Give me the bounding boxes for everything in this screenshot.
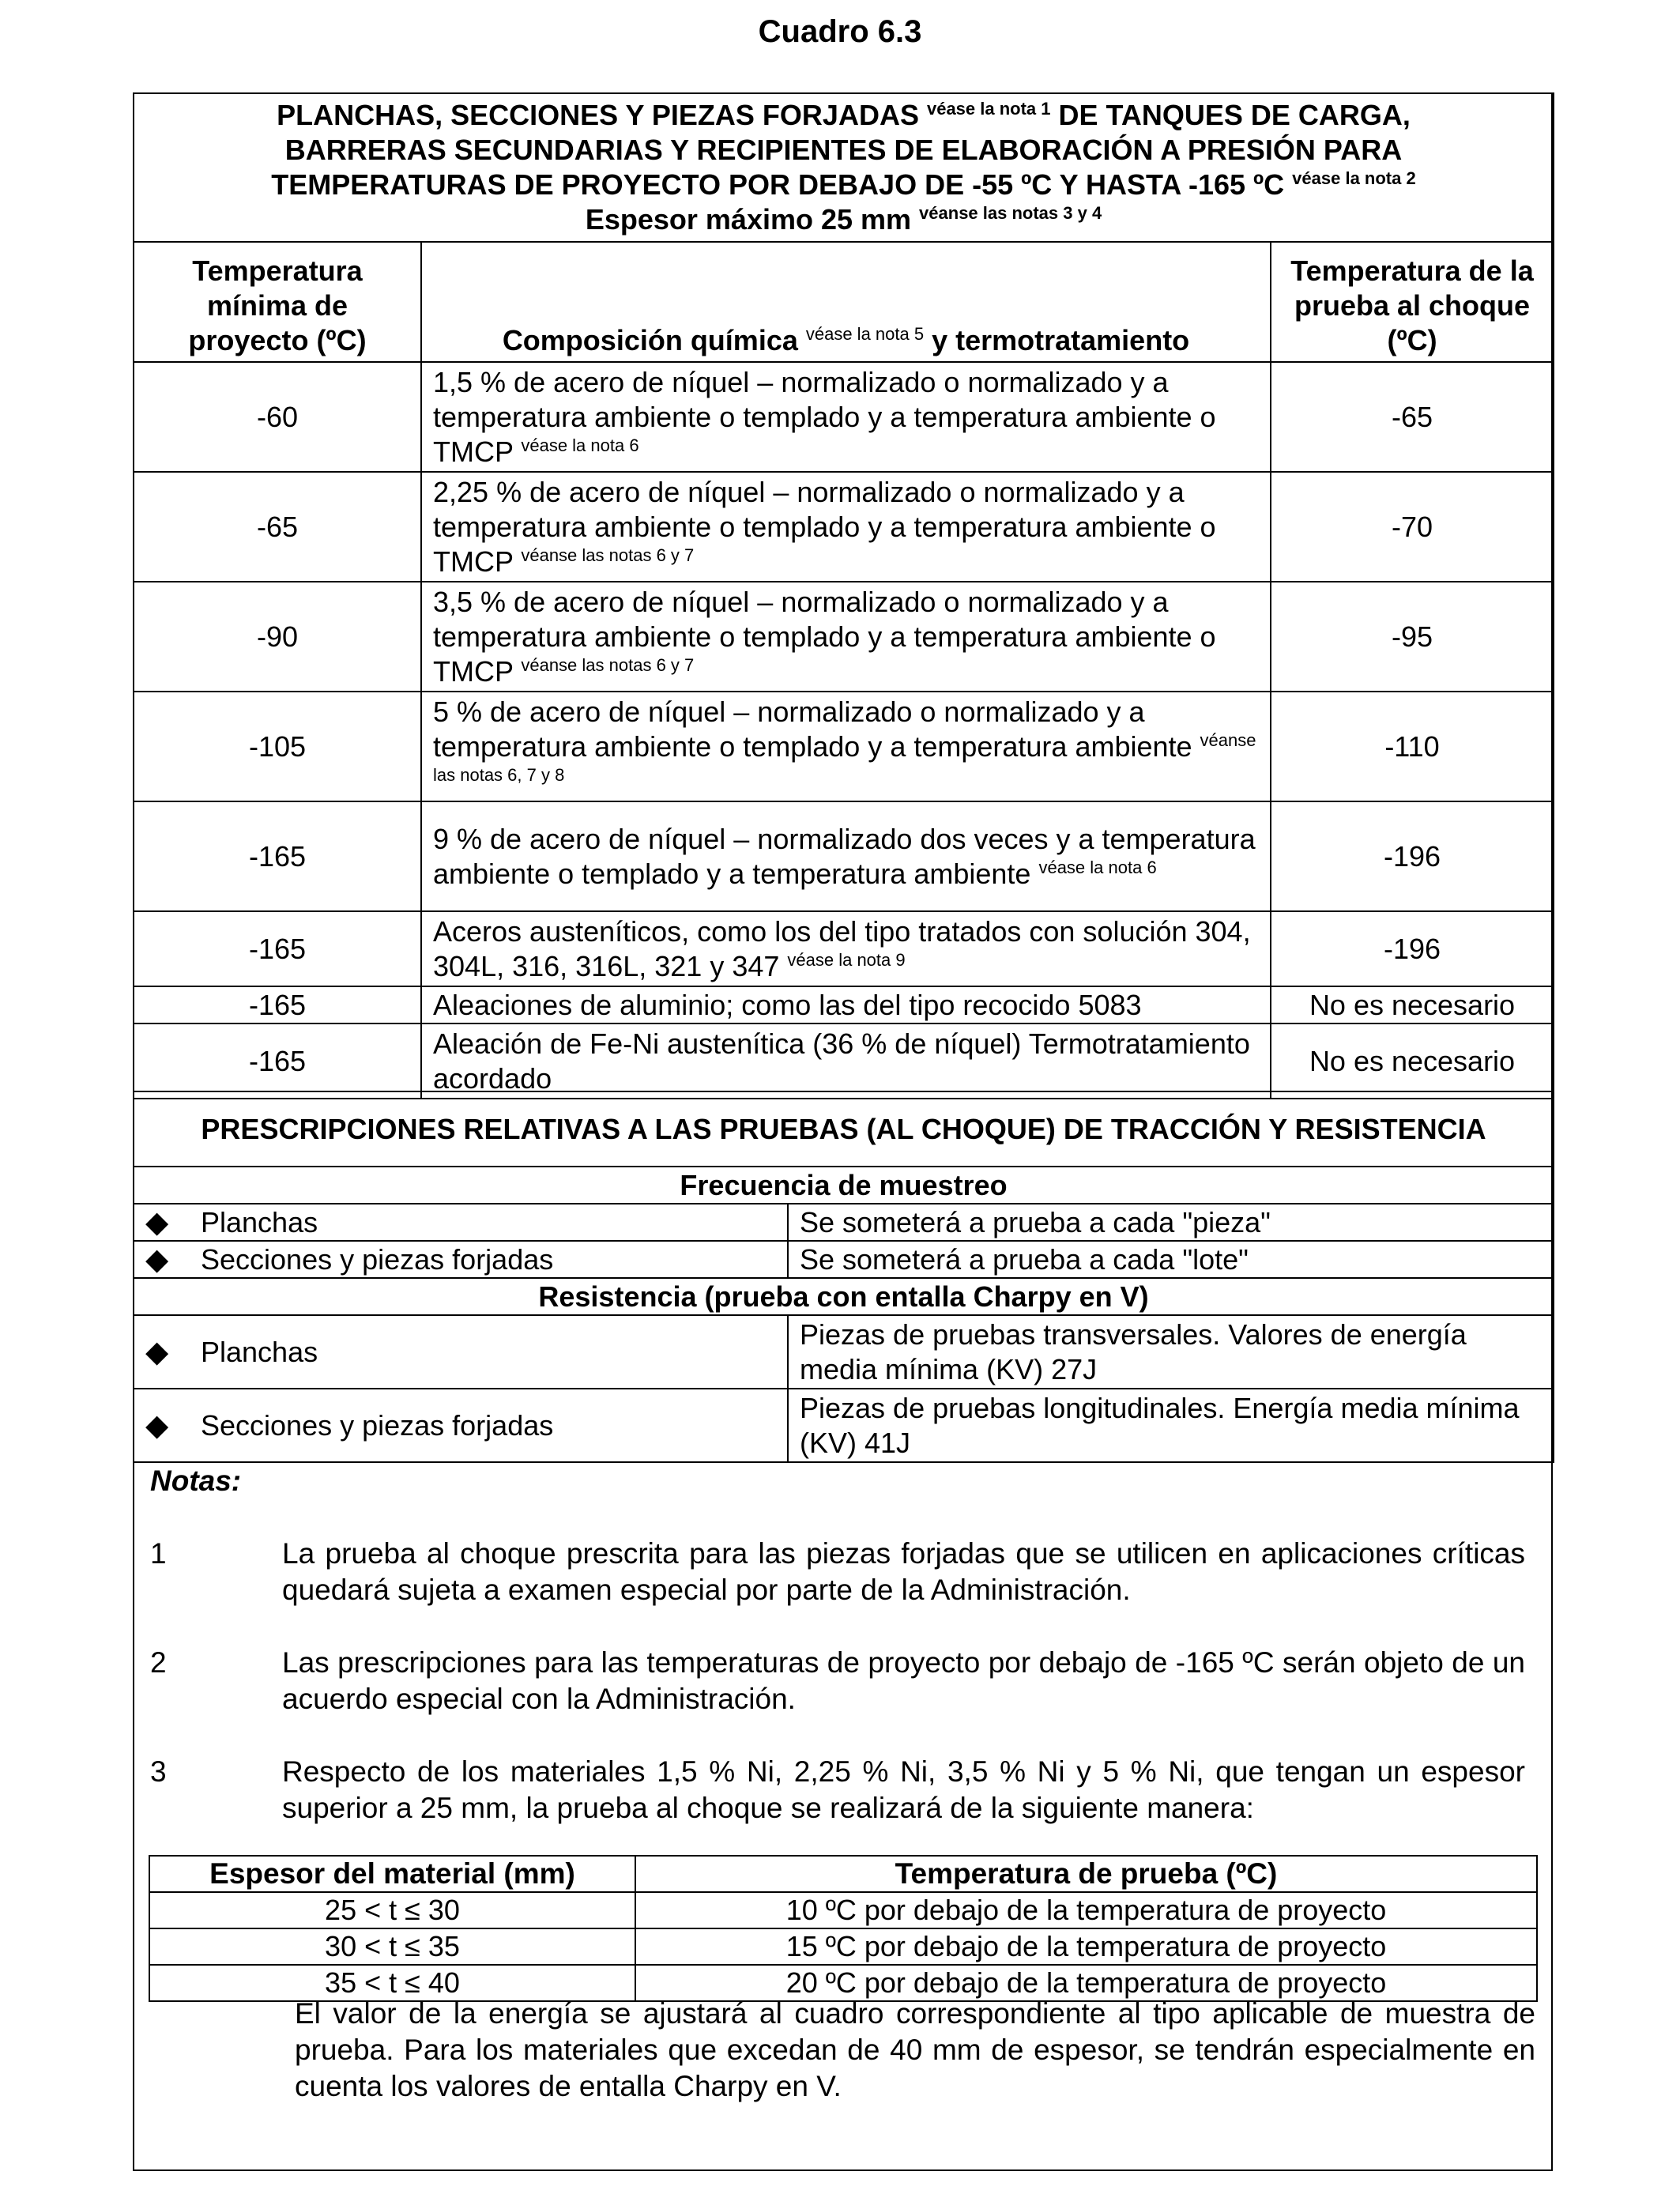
composition-cell: Aleaciones de aluminio; como las del tipo recocido 5083	[421, 986, 1271, 1023]
note-number: 2	[150, 1646, 167, 1679]
table-row	[134, 801, 1554, 911]
resistance-value: Piezas de pruebas transversales. Valores de energía media mínima (KV) 27J	[788, 1315, 1554, 1389]
requirements-table	[133, 1091, 1554, 1463]
column-header-row	[134, 242, 1554, 362]
diamond-bullet-icon: ◆	[145, 1242, 169, 1276]
min-temp-cell: -165	[134, 911, 421, 986]
thickness-header: Espesor del material (mm)	[149, 1856, 635, 1892]
min-temp-cell: -165	[134, 801, 421, 911]
resistance-title: Resistencia (prueba con entalla Charpy en V)	[134, 1278, 1554, 1315]
note-text: Las prescripciones para las temperaturas de proyecto por debajo de -165 ºC serán objeto de un acuerdo especial con la Administración.	[282, 1646, 1525, 1715]
composition-cell: 2,25 % de acero de níquel – normalizado o normalizado y a temperatura ambiente o templado y a temperatura ambiente o TMCP $^{véanse las notas 6 y 7}$	[421, 472, 1271, 582]
temp-cell: 20 ºC por debajo de la temperatura de proyecto	[635, 1965, 1537, 2001]
page-title: Cuadro 6.3	[758, 14, 922, 49]
col-header-composition: Composición química $^{véase la nota 5}$ y termotratamiento	[421, 242, 1271, 362]
closing-paragraph: El valor de la energía se ajustará al cuadro correspondiente al tipo aplicable de muestra de prueba. Para los materiales que excedan de 40 mm de espesor, se tendrán especialmente en cuenta los valores de entalla Charpy en V.	[295, 1997, 1535, 2102]
table-row	[134, 362, 1554, 472]
frequency-value: Se someterá a prueba a cada "pieza"	[788, 1204, 1554, 1241]
table-row	[134, 986, 1554, 1023]
frequency-item: ◆ Planchas	[134, 1204, 788, 1241]
thickness-cell: 30 < t ≤ 35	[149, 1928, 635, 1965]
test-temp-cell: -196	[1271, 801, 1554, 911]
note-item	[150, 1645, 1525, 1717]
test-temp-cell: No es necesario	[1271, 1023, 1554, 1099]
diamond-bullet-icon: ◆	[145, 1408, 169, 1442]
note-number: 1	[150, 1537, 167, 1570]
note-text: Respecto de los materiales 1,5 % Ni, 2,25 % Ni, 3,5 % Ni y 5 % Ni, que tengan un espesor superior a 25 mm, la prueba al choque se realizará de la siguiente manera:	[282, 1755, 1525, 1824]
note-item	[150, 1754, 1525, 1826]
test-temp-header: Temperatura de prueba (ºC)	[635, 1856, 1537, 1892]
min-temp-cell: -165	[134, 1023, 421, 1099]
min-temp-cell: -60	[134, 362, 421, 472]
frequency-title: Frecuencia de muestreo	[134, 1167, 1554, 1204]
table-row	[134, 911, 1554, 986]
composition-cell: 3,5 % de acero de níquel – normalizado o normalizado y a temperatura ambiente o templado y a temperatura ambiente o TMCP $^{véanse las notas 6 y 7}$	[421, 582, 1271, 692]
resistance-row	[134, 1389, 1554, 1462]
test-temp-cell: -110	[1271, 692, 1554, 801]
composition-cell: 1,5 % de acero de níquel – normalizado o normalizado y a temperatura ambiente o templado y a temperatura ambiente o TMCP $^{véase la nota 6}$	[421, 362, 1271, 472]
table-row	[134, 692, 1554, 801]
table-heading: PLANCHAS, SECCIONES Y PIEZAS FORJADAS $^{véase la nota 1}$ DE TANQUES DE CARGA, BARRERAS SECUNDARIAS Y RECIPIENTES DE ELABORACIÓN A PRESIÓN PARA TEMPERATURAS DE PROYECTO POR DEBAJO DE -55 ºC Y HASTA -165 ºC $^{véase la nota 2}$ Espesor máximo 25 mm $^{véanse las notas 3 y 4}$	[134, 93, 1554, 242]
resistance-row	[134, 1315, 1554, 1389]
table-row	[149, 1928, 1537, 1965]
min-temp-cell: -105	[134, 692, 421, 801]
composition-cell: 5 % de acero de níquel – normalizado o normalizado y a temperatura ambiente o templado y a temperatura ambiente $^{véanse las notas 6, 7 y 8}$	[421, 692, 1271, 801]
thickness-table	[149, 1855, 1538, 2002]
table-header-row	[134, 93, 1554, 242]
thickness-cell: 25 < t ≤ 30	[149, 1892, 635, 1928]
table-row	[134, 472, 1554, 582]
table-row	[134, 1023, 1554, 1099]
composition-cell: Aceros austeníticos, como los del tipo tratados con solución 304, 304L, 316, 316L, 321 y 347 $^{véase la nota 9}$	[421, 911, 1271, 986]
temp-cell: 10 ºC por debajo de la temperatura de proyecto	[635, 1892, 1537, 1928]
test-temp-cell: -65	[1271, 362, 1554, 472]
resistance-item: ◆ Secciones y piezas forjadas	[134, 1389, 788, 1462]
test-temp-cell: -196	[1271, 911, 1554, 986]
test-temp-cell: -95	[1271, 582, 1554, 692]
diamond-bullet-icon: ◆	[145, 1205, 169, 1239]
table-row	[134, 582, 1554, 692]
thickness-cell: 35 < t ≤ 40	[149, 1965, 635, 2001]
min-temp-cell: -65	[134, 472, 421, 582]
frequency-value: Se someterá a prueba a cada "lote"	[788, 1241, 1554, 1278]
frequency-row	[134, 1241, 1554, 1278]
col-header-test-temp: Temperatura de la prueba al choque (ºC)	[1271, 242, 1554, 362]
composition-cell: Aleación de Fe-Ni austenítica (36 % de níquel) Termotratamiento acordado	[421, 1023, 1271, 1099]
test-temp-cell: -70	[1271, 472, 1554, 582]
frequency-row	[134, 1204, 1554, 1241]
main-table	[133, 92, 1554, 1099]
note-number: 3	[150, 1755, 167, 1788]
requirements-title: PRESCRIPCIONES RELATIVAS A LAS PRUEBAS (AL CHOQUE) DE TRACCIÓN Y RESISTENCIA	[134, 1091, 1554, 1167]
resistance-value: Piezas de pruebas longitudinales. Energía media mínima (KV) 41J	[788, 1389, 1554, 1462]
temp-cell: 15 ºC por debajo de la temperatura de proyecto	[635, 1928, 1537, 1965]
diamond-bullet-icon: ◆	[145, 1335, 169, 1369]
col-header-min-temp: Temperatura mínima de proyecto (ºC)	[134, 242, 421, 362]
test-temp-cell: No es necesario	[1271, 986, 1554, 1023]
frequency-item: ◆ Secciones y piezas forjadas	[134, 1241, 788, 1278]
composition-cell: 9 % de acero de níquel – normalizado dos veces y a temperatura ambiente o templado y a temperatura ambiente $^{véase la nota 6}$	[421, 801, 1271, 911]
notes-title: Notas:	[150, 1465, 242, 1497]
min-temp-cell: -90	[134, 582, 421, 692]
note-text: La prueba al choque prescrita para las piezas forjadas que se utilicen en aplicaciones críticas quedará sujeta a examen especial por parte de la Administración.	[282, 1537, 1525, 1606]
table-row	[149, 1892, 1537, 1928]
note-item	[150, 1536, 1525, 1608]
resistance-item: ◆ Planchas	[134, 1315, 788, 1389]
min-temp-cell: -165	[134, 986, 421, 1023]
